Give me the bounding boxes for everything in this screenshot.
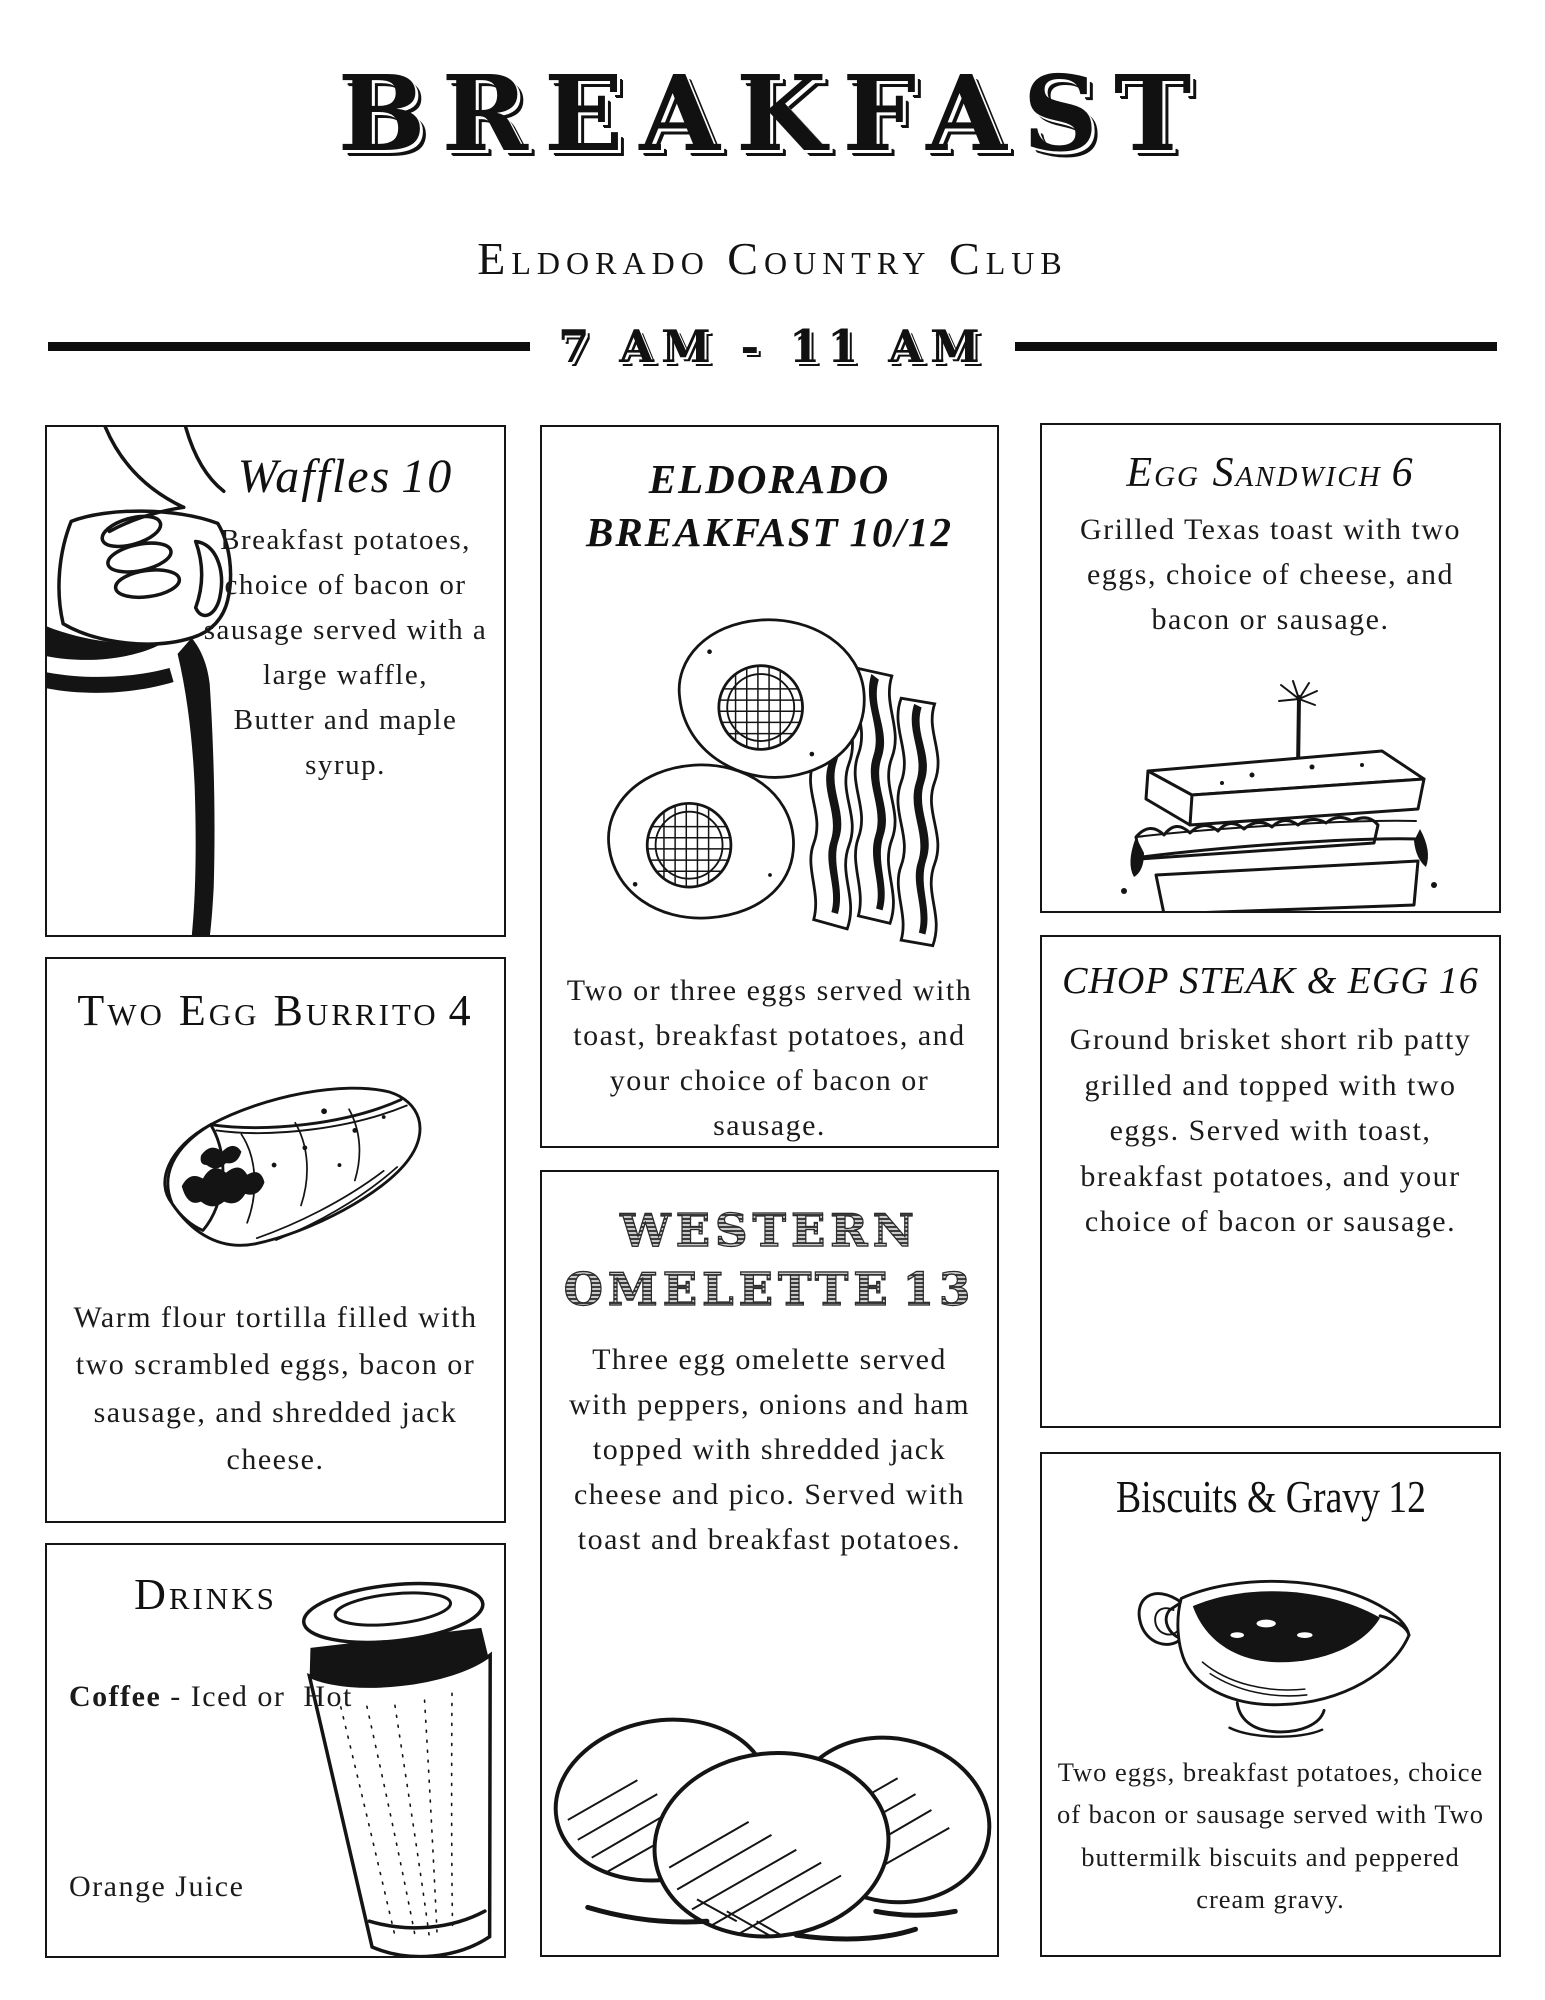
item-description: Grilled Texas toast with two eggs, choice of cheese, and bacon or sausage. — [1080, 513, 1461, 636]
drinks-coffee-line — [69, 1673, 369, 1720]
menu-item-two-egg-burrito — [45, 957, 506, 1523]
item-description: Ground brisket short rib patty grilled and topped with two eggs. Served with toast, breakfast potatoes, and your choice of bacon or sausage. — [1069, 1023, 1472, 1239]
item-name-line1: ELDORADO — [648, 456, 891, 502]
three-eggs-illustration — [548, 1661, 995, 1957]
item-title — [47, 985, 504, 1036]
item-name: CHOP STEAK & EGG — [1062, 960, 1429, 1002]
serving-hours: 7 AM - 11 AM — [558, 320, 987, 373]
item-name-line1: WESTERN — [620, 1204, 919, 1257]
item-name: Biscuits & Gravy — [1115, 1471, 1380, 1522]
menu-item-waffles — [45, 425, 506, 937]
item-title — [1116, 1470, 1426, 1523]
menu-item-chop-steak-egg — [1040, 935, 1501, 1428]
item-title — [1042, 449, 1499, 497]
item-price: 6 — [1391, 450, 1415, 496]
menu-item-western-omelette — [540, 1170, 999, 1957]
divider-line-left — [48, 342, 530, 351]
page-title: BREAKFAST — [337, 52, 1208, 175]
item-description: Two eggs, breakfast potatoes, choice of bacon or sausage served with Two buttermilk biscuits and peppered cream gravy. — [1056, 1757, 1485, 1915]
item-description: Breakfast potatoes, choice of bacon or sausage served with a large waffle, — [203, 524, 488, 691]
item-price: 12 — [1387, 1471, 1426, 1522]
menu-item-biscuits-gravy — [1040, 1452, 1501, 1957]
item-price: 4 — [448, 986, 474, 1035]
menu-item-drinks — [45, 1543, 506, 1958]
item-name: Two Egg Burrito — [77, 986, 439, 1035]
drinks-juice-line: Orange Juice — [69, 1870, 245, 1903]
item-description: Three egg omelette served with peppers, onions and ham topped with shredded jack cheese and pico. Served with toast and breakfast potatoes. — [568, 1343, 971, 1556]
burrito-illustration — [111, 1042, 441, 1292]
gravy-boat-illustration — [1121, 1527, 1421, 1749]
egg-sandwich-illustration — [1052, 679, 1492, 913]
item-price: 13 — [902, 1262, 976, 1316]
menu-item-eldorado-breakfast — [540, 425, 999, 1148]
menu-item-egg-sandwich — [1040, 423, 1501, 913]
item-title — [195, 449, 496, 504]
item-name: Waffles — [237, 450, 392, 503]
item-description: Two or three eggs served with toast, breakfast potatoes, and your choice of bacon or sausage. — [566, 973, 973, 1142]
divider-line-right — [1015, 342, 1497, 351]
item-description-2: Butter and maple syrup. — [233, 703, 458, 781]
eggs-bacon-illustration — [570, 568, 970, 968]
item-name-line2: BREAKFAST — [586, 509, 840, 556]
coffee-cup-illustration — [289, 1551, 506, 1958]
coffee-label: Coffee — [69, 1680, 162, 1713]
item-price: 10/12 — [849, 509, 953, 556]
item-description: Warm flour tortilla filled with two scrambled eggs, bacon or sausage, and shredded jack cheese. — [73, 1301, 478, 1477]
hours-divider — [48, 320, 1497, 373]
item-name: Egg Sandwich — [1126, 450, 1382, 496]
drinks-title: Drinks — [134, 1570, 277, 1619]
item-title — [1042, 959, 1499, 1003]
item-price: 10 — [401, 450, 454, 503]
item-title — [542, 453, 997, 560]
item-title — [542, 1202, 997, 1319]
restaurant-name: Eldorado Country Club — [477, 233, 1068, 284]
coffee-options: - Iced or Hot — [161, 1680, 353, 1713]
item-price: 16 — [1438, 960, 1479, 1002]
item-name-line2: OMELETTE — [563, 1262, 893, 1316]
